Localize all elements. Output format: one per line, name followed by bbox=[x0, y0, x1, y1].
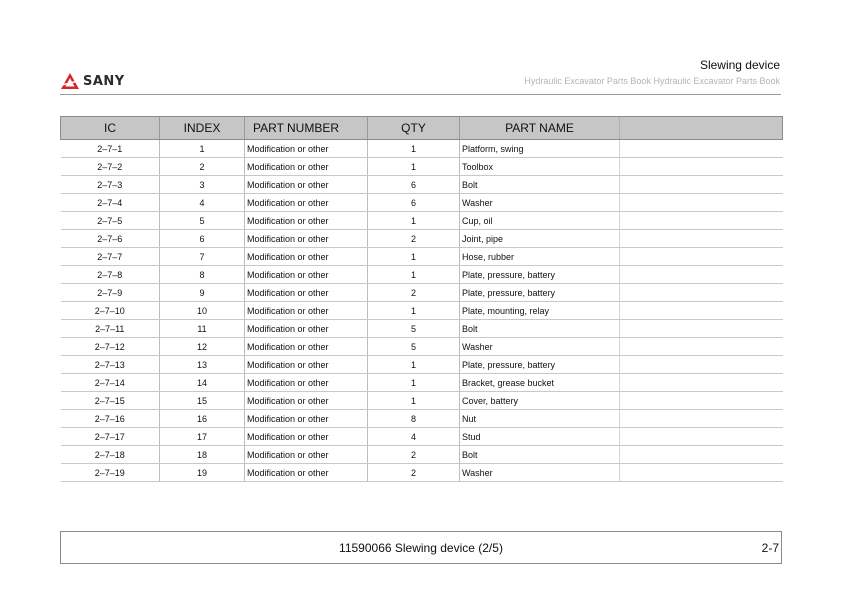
cell-ic: 2–7–14 bbox=[61, 374, 160, 392]
cell-index: 3 bbox=[160, 176, 245, 194]
cell-spacer bbox=[620, 230, 783, 248]
cell-part-number: Modification or other bbox=[245, 212, 368, 230]
cell-spacer bbox=[620, 356, 783, 374]
cell-part-name: Toolbox bbox=[460, 158, 620, 176]
header-divider bbox=[60, 94, 781, 95]
cell-spacer bbox=[620, 392, 783, 410]
table-row bbox=[61, 464, 783, 482]
page-subtitle: Hydraulic Excavator Parts Book Hydraulic Excavator Parts Book bbox=[524, 76, 780, 86]
cell-index: 2 bbox=[160, 158, 245, 176]
cell-part-number: Modification or other bbox=[245, 338, 368, 356]
cell-index: 9 bbox=[160, 284, 245, 302]
cell-qty: 1 bbox=[368, 212, 460, 230]
cell-spacer bbox=[620, 302, 783, 320]
table-row bbox=[61, 212, 783, 230]
cell-qty: 2 bbox=[368, 230, 460, 248]
cell-part-number: Modification or other bbox=[245, 248, 368, 266]
cell-qty: 6 bbox=[368, 176, 460, 194]
cell-spacer bbox=[620, 464, 783, 482]
cell-spacer bbox=[620, 248, 783, 266]
column-header-qty: QTY bbox=[368, 117, 460, 140]
table-row bbox=[61, 338, 783, 356]
cell-index: 11 bbox=[160, 320, 245, 338]
cell-part-name: Washer bbox=[460, 464, 620, 482]
cell-qty: 6 bbox=[368, 194, 460, 212]
cell-part-number: Modification or other bbox=[245, 302, 368, 320]
column-header-part-name: PART NAME bbox=[460, 117, 620, 140]
cell-ic: 2–7–6 bbox=[61, 230, 160, 248]
cell-index: 5 bbox=[160, 212, 245, 230]
cell-part-name: Cup, oil bbox=[460, 212, 620, 230]
cell-index: 4 bbox=[160, 194, 245, 212]
table-row bbox=[61, 194, 783, 212]
table-row bbox=[61, 374, 783, 392]
sany-triangle-logo-icon bbox=[60, 72, 80, 90]
cell-part-number: Modification or other bbox=[245, 140, 368, 158]
cell-part-number: Modification or other bbox=[245, 194, 368, 212]
cell-spacer bbox=[620, 140, 783, 158]
cell-part-name: Plate, pressure, battery bbox=[460, 266, 620, 284]
cell-spacer bbox=[620, 266, 783, 284]
cell-spacer bbox=[620, 320, 783, 338]
cell-part-number: Modification or other bbox=[245, 410, 368, 428]
cell-index: 12 bbox=[160, 338, 245, 356]
column-header-part-number: PART NUMBER bbox=[245, 117, 368, 140]
cell-part-number: Modification or other bbox=[245, 446, 368, 464]
cell-spacer bbox=[620, 176, 783, 194]
column-header-spacer bbox=[620, 117, 783, 140]
cell-index: 6 bbox=[160, 230, 245, 248]
table-row bbox=[61, 428, 783, 446]
cell-part-name: Washer bbox=[460, 194, 620, 212]
cell-spacer bbox=[620, 338, 783, 356]
cell-ic: 2–7–19 bbox=[61, 464, 160, 482]
cell-qty: 1 bbox=[368, 356, 460, 374]
cell-index: 8 bbox=[160, 266, 245, 284]
cell-ic: 2–7–10 bbox=[61, 302, 160, 320]
cell-ic: 2–7–8 bbox=[61, 266, 160, 284]
cell-part-number: Modification or other bbox=[245, 284, 368, 302]
cell-part-name: Platform, swing bbox=[460, 140, 620, 158]
cell-part-name: Joint, pipe bbox=[460, 230, 620, 248]
cell-part-name: Bolt bbox=[460, 446, 620, 464]
page-title: Slewing device bbox=[699, 58, 780, 72]
table-row bbox=[61, 140, 783, 158]
cell-qty: 5 bbox=[368, 320, 460, 338]
cell-qty: 1 bbox=[368, 248, 460, 266]
table-row bbox=[61, 410, 783, 428]
table-row bbox=[61, 266, 783, 284]
cell-index: 18 bbox=[160, 446, 245, 464]
cell-qty: 2 bbox=[368, 464, 460, 482]
cell-part-number: Modification or other bbox=[245, 392, 368, 410]
table-row bbox=[61, 446, 783, 464]
cell-part-number: Modification or other bbox=[245, 428, 368, 446]
cell-part-name: Plate, pressure, battery bbox=[460, 284, 620, 302]
table-row bbox=[61, 248, 783, 266]
cell-part-name: Bolt bbox=[460, 320, 620, 338]
cell-qty: 1 bbox=[368, 140, 460, 158]
cell-spacer bbox=[620, 284, 783, 302]
cell-index: 19 bbox=[160, 464, 245, 482]
cell-qty: 1 bbox=[368, 158, 460, 176]
cell-part-name: Washer bbox=[460, 338, 620, 356]
cell-spacer bbox=[620, 194, 783, 212]
cell-index: 1 bbox=[160, 140, 245, 158]
cell-part-number: Modification or other bbox=[245, 176, 368, 194]
cell-qty: 1 bbox=[368, 374, 460, 392]
cell-index: 17 bbox=[160, 428, 245, 446]
cell-part-number: Modification or other bbox=[245, 320, 368, 338]
cell-ic: 2–7–7 bbox=[61, 248, 160, 266]
cell-ic: 2–7–18 bbox=[61, 446, 160, 464]
table-row bbox=[61, 356, 783, 374]
cell-part-name: Nut bbox=[460, 410, 620, 428]
cell-ic: 2–7–11 bbox=[61, 320, 160, 338]
cell-part-number: Modification or other bbox=[245, 230, 368, 248]
cell-spacer bbox=[620, 428, 783, 446]
cell-part-name: Hose, rubber bbox=[460, 248, 620, 266]
cell-spacer bbox=[620, 158, 783, 176]
cell-qty: 1 bbox=[368, 266, 460, 284]
table-header-row bbox=[61, 117, 783, 140]
cell-part-number: Modification or other bbox=[245, 374, 368, 392]
cell-qty: 5 bbox=[368, 338, 460, 356]
cell-part-number: Modification or other bbox=[245, 158, 368, 176]
cell-ic: 2–7–16 bbox=[61, 410, 160, 428]
sany-logo bbox=[60, 72, 125, 90]
cell-index: 7 bbox=[160, 248, 245, 266]
cell-index: 16 bbox=[160, 410, 245, 428]
cell-index: 14 bbox=[160, 374, 245, 392]
table-row bbox=[61, 392, 783, 410]
cell-spacer bbox=[620, 374, 783, 392]
table-row bbox=[61, 158, 783, 176]
brand-name: SANY bbox=[83, 73, 125, 89]
cell-ic: 2–7–2 bbox=[61, 158, 160, 176]
footer-title: 11590066 Slewing device (2/5) bbox=[339, 541, 503, 555]
cell-qty: 2 bbox=[368, 446, 460, 464]
page-number: 2-7 bbox=[761, 541, 779, 555]
table-row bbox=[61, 230, 783, 248]
cell-ic: 2–7–5 bbox=[61, 212, 160, 230]
parts-table-body bbox=[61, 140, 783, 482]
cell-ic: 2–7–4 bbox=[61, 194, 160, 212]
page-footer bbox=[60, 531, 782, 564]
cell-qty: 2 bbox=[368, 284, 460, 302]
cell-ic: 2–7–15 bbox=[61, 392, 160, 410]
cell-spacer bbox=[620, 410, 783, 428]
table-row bbox=[61, 302, 783, 320]
table-row bbox=[61, 176, 783, 194]
cell-part-name: Bracket, grease bucket bbox=[460, 374, 620, 392]
cell-ic: 2–7–1 bbox=[61, 140, 160, 158]
cell-qty: 1 bbox=[368, 302, 460, 320]
cell-part-name: Plate, mounting, relay bbox=[460, 302, 620, 320]
cell-index: 13 bbox=[160, 356, 245, 374]
cell-part-number: Modification or other bbox=[245, 356, 368, 374]
cell-ic: 2–7–17 bbox=[61, 428, 160, 446]
cell-part-name: Bolt bbox=[460, 176, 620, 194]
cell-ic: 2–7–3 bbox=[61, 176, 160, 194]
cell-part-number: Modification or other bbox=[245, 464, 368, 482]
table-row bbox=[61, 284, 783, 302]
cell-part-name: Cover, battery bbox=[460, 392, 620, 410]
table-row bbox=[61, 320, 783, 338]
cell-part-name: Stud bbox=[460, 428, 620, 446]
cell-spacer bbox=[620, 212, 783, 230]
cell-qty: 4 bbox=[368, 428, 460, 446]
column-header-index: INDEX bbox=[160, 117, 245, 140]
cell-qty: 1 bbox=[368, 392, 460, 410]
cell-ic: 2–7–12 bbox=[61, 338, 160, 356]
cell-part-number: Modification or other bbox=[245, 266, 368, 284]
parts-table bbox=[60, 116, 783, 482]
cell-index: 15 bbox=[160, 392, 245, 410]
cell-ic: 2–7–13 bbox=[61, 356, 160, 374]
cell-index: 10 bbox=[160, 302, 245, 320]
cell-spacer bbox=[620, 446, 783, 464]
cell-part-name: Plate, pressure, battery bbox=[460, 356, 620, 374]
cell-qty: 8 bbox=[368, 410, 460, 428]
cell-ic: 2–7–9 bbox=[61, 284, 160, 302]
column-header-ic: IC bbox=[61, 117, 160, 140]
